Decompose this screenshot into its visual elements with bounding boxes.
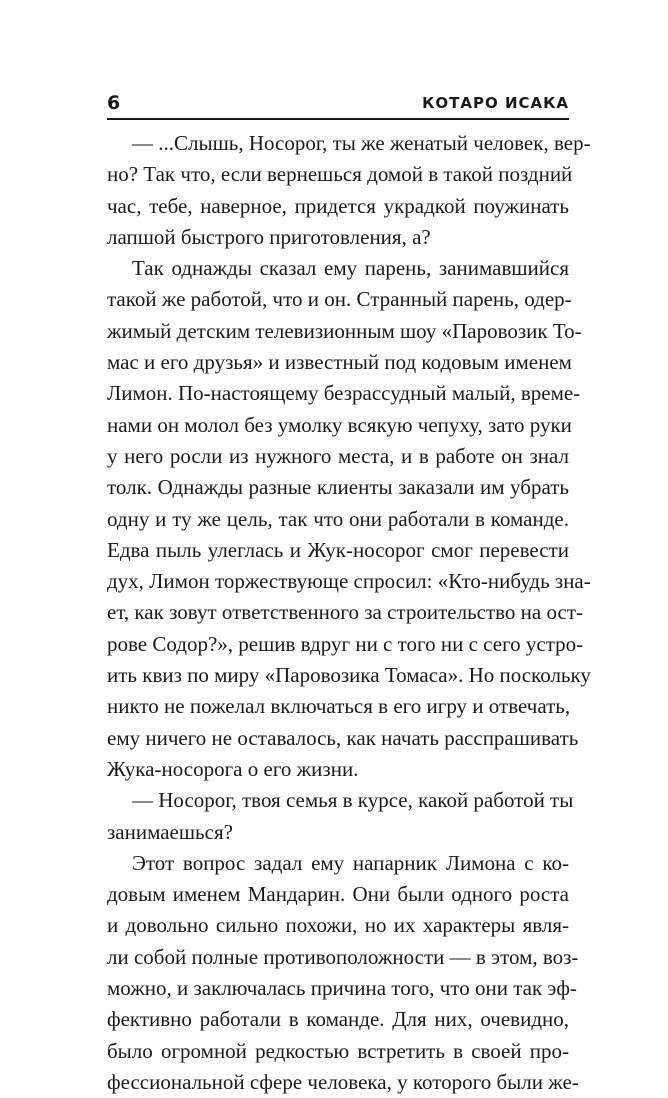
text-line: ему ничего не оставалось, как начать расспрашивать	[107, 725, 579, 750]
body-text	[107, 128, 591, 1098]
text-line: лапшой быстрого приготовления, а?	[107, 224, 431, 249]
text-line: можно, и заключалась причина того, что они так эф-	[107, 976, 577, 1001]
text-line: мас и его друзья» и известный под кодовым именем	[107, 350, 572, 375]
text-line: нами он молол без умолку всякую чепуху, зато руки	[107, 412, 572, 437]
text-line: довым именем Мандарин. Они были одного роста	[107, 882, 569, 907]
text-line: рове Содор?», решив вдруг ни с того ни с сего устро-	[107, 631, 584, 656]
paragraph	[107, 848, 579, 1098]
text-line: Лимон. По-настоящему безрассудный малый, време-	[107, 381, 581, 406]
text-line: у него росли из нужного места, и в работе он знал	[107, 443, 569, 468]
text-line: ить квиз по миру «Паровозика Томаса». Но поскольку	[107, 663, 591, 688]
running-head	[107, 91, 569, 115]
text-line: ли собой полные противоположности — в этом, воз-	[107, 944, 579, 969]
text-line: занимаешься?	[107, 819, 233, 844]
paragraph	[107, 785, 574, 848]
text-line: толк. Однажды разные клиенты заказали им убрать	[107, 475, 569, 500]
text-line: было огромной редкостью встретить в своей про-	[107, 1038, 569, 1063]
text-line: — ...Слышь, Носорог, ты же женатый человек, вер-	[132, 131, 591, 155]
text-line: но? Так что, если вернешься домой в такой поздний	[107, 162, 573, 187]
text-line: — Носорог, твоя семья в курсе, какой работой ты	[132, 788, 574, 813]
text-line: фективно работали в команде. Для них, очевидно,	[107, 1007, 569, 1032]
text-line: и довольно сильно похожи, но их характеры явля-	[107, 913, 569, 938]
text-line: дух, Лимон торжествующе спросил: «Кто-нибудь зна-	[107, 569, 591, 594]
text-line: ет, как зовут ответственного за строительство на ост-	[107, 600, 584, 625]
text-line: Едва пыль улеглась и Жук-носорог смог перевести	[107, 537, 569, 562]
header-rule	[107, 118, 569, 120]
text-line: жимый детским телевизионным шоу «Паровозик То-	[107, 318, 582, 343]
text-line: Этот вопрос задал ему напарник Лимона с ко-	[132, 850, 569, 875]
page-number: 6	[107, 92, 121, 114]
book-author: КОТАРО ИСАКА	[422, 94, 569, 112]
text-line: Жука-носорога о его жизни.	[107, 756, 359, 781]
text-line: Так однажды сказал ему парень, занимавшийся	[132, 256, 569, 281]
text-line: фессиональной сфере человека, у которого были же-	[107, 1069, 579, 1094]
text-line: такой же работой, что и он. Странный парень, одер-	[107, 287, 572, 312]
text-line: никто не пожелал включаться в его игру и отвечать,	[107, 694, 571, 719]
paragraph	[107, 253, 591, 785]
text-line: час, тебе, наверное, придется украдкой поужинать	[107, 193, 569, 218]
text-line: одну и ту же цель, так что они работали в команде.	[107, 506, 569, 531]
paragraph	[107, 128, 591, 253]
